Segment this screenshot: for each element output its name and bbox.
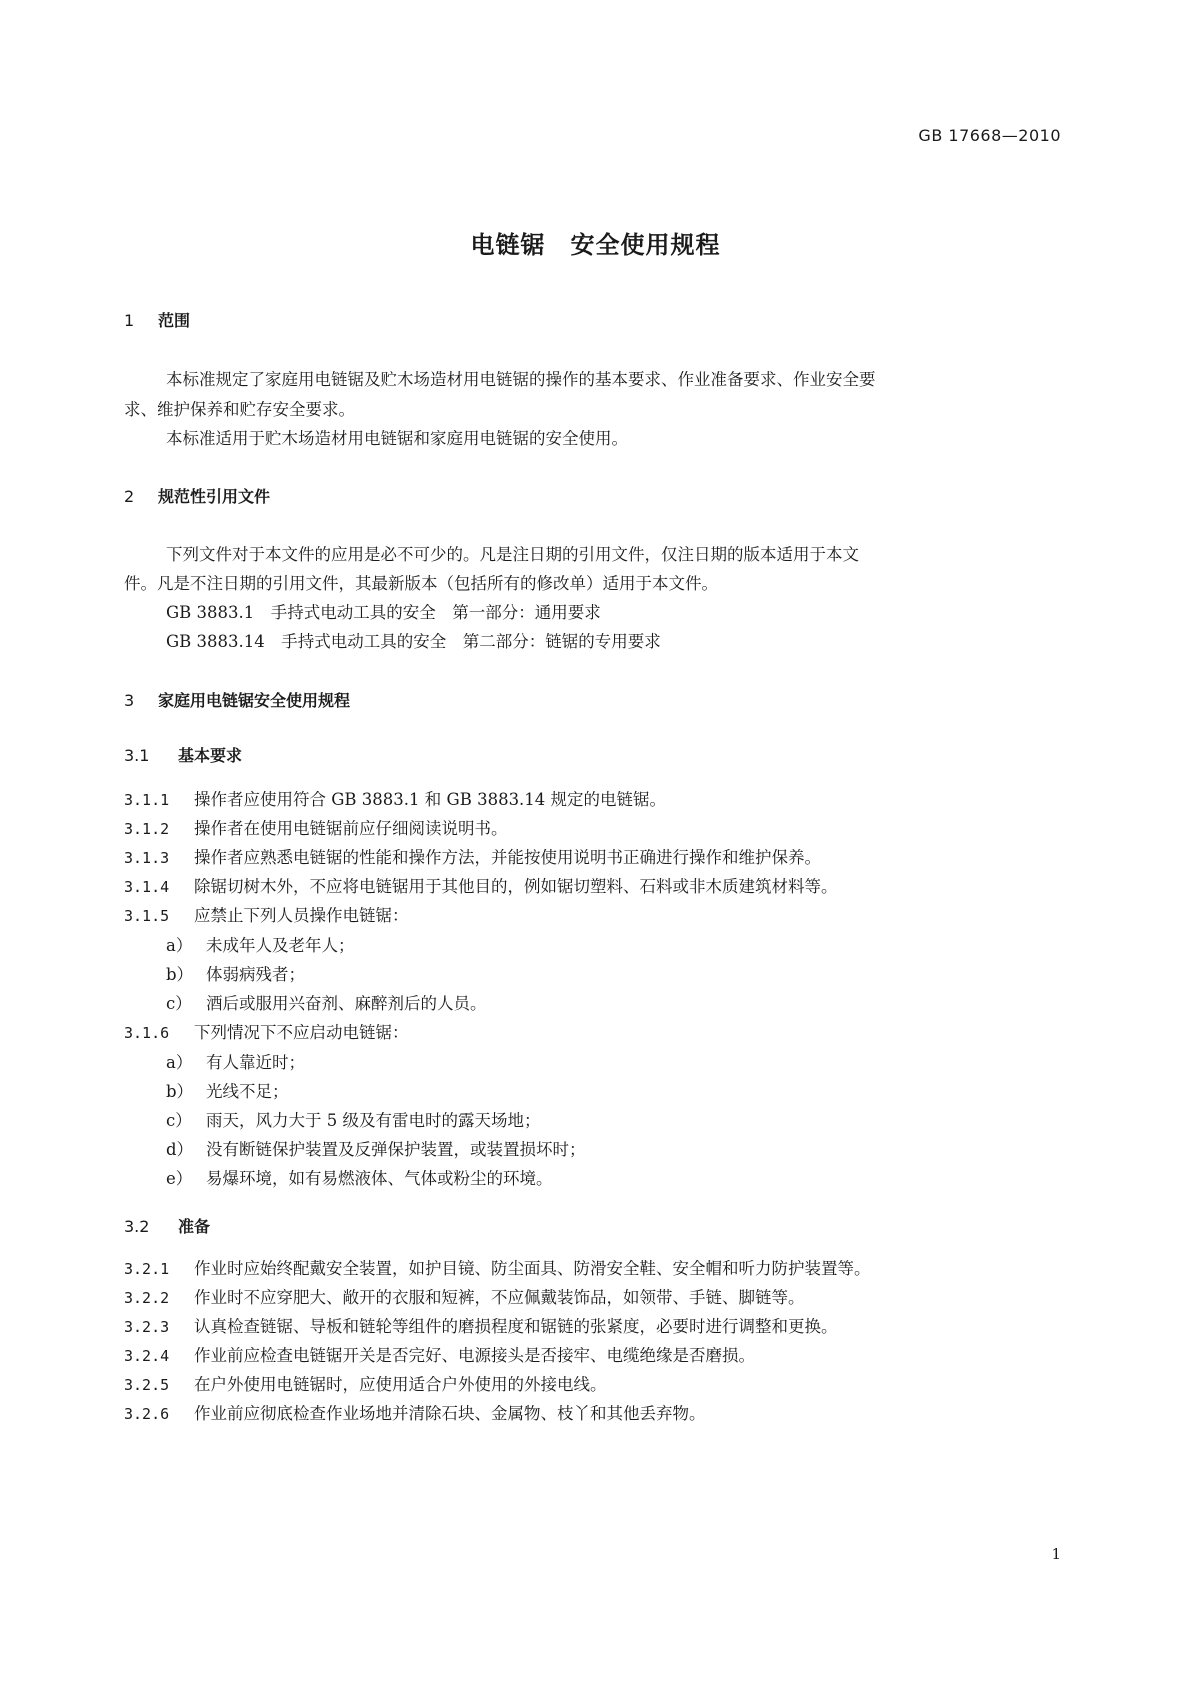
clause-text: 作业时应始终配戴安全装置，如护目镜、防尘面具、防滑安全鞋、安全帽和听力防护装置等。 [194,1259,871,1278]
subsection-title: 基本要求 [178,746,243,765]
section-2-heading [124,484,270,507]
clause-text: 操作者应使用符合 GB 3883.1 和 GB 3883.14 规定的电链锯。 [194,790,667,809]
clause [124,1019,409,1043]
clause [124,1255,871,1279]
list-item-text: 有人靠近时； [206,1053,305,1072]
clause-text: 除锯切树木外，不应将电链锯用于其他目的，例如锯切塑料、石料或非木质建筑材料等。 [194,877,838,896]
list-item [166,1078,289,1102]
paragraph-line: 下列文件对于本文件的应用是必不可少的。凡是注日期的引用文件，仅注日期的版本适用于本文 [166,545,859,564]
section-number: 2 [124,487,135,506]
paragraph-line: 件。凡是不注日期的引用文件，其最新版本（包括所有的修改单）适用于本文件。 [124,574,718,593]
list-item [166,961,305,985]
list-marker: a） [166,936,193,955]
list-marker: c） [166,1111,192,1130]
document-title: 电链锯 安全使用规程 [470,231,721,259]
list-marker: a） [166,1053,193,1072]
list-item [166,1165,553,1189]
clause-text: 操作者应熟悉电链锯的性能和操作方法，并能按使用说明书正确进行操作和维护保养。 [194,848,821,867]
clause [124,1313,838,1337]
paragraph-line: 求、维护保养和贮存安全要求。 [124,400,355,419]
clause-number: 3.2.4 [124,1347,170,1365]
list-item-text: 易爆环境，如有易燃液体、气体或粉尘的环境。 [206,1169,553,1188]
subsection-number: 3.1 [124,746,150,765]
list-marker: d） [166,1140,194,1159]
list-item [166,932,355,956]
list-item-text: 没有断链保护装置及反弹保护装置，或装置损坏时； [206,1140,586,1159]
clause-number: 3.1.6 [124,1024,170,1042]
list-item-text: 体弱病残者； [206,965,305,984]
section-number: 3 [124,691,135,710]
standard-code: GB 17668—2010 [918,126,1061,145]
normative-reference: GB 3883.14 手持式电动工具的安全 第二部分：链锯的专用要求 [166,632,661,651]
clause-text: 作业前应彻底检查作业场地并清除石块、金属物、枝丫和其他丢弃物。 [194,1404,706,1423]
section-number: 1 [124,311,135,330]
clause-number: 3.2.6 [124,1405,170,1423]
clause [124,873,838,897]
clause-text: 认真检查链锯、导板和链轮等组件的磨损程度和锯链的张紧度，必要时进行调整和更换。 [194,1317,838,1336]
list-item-text: 未成年人及老年人； [206,936,355,955]
clause [124,902,409,926]
clause [124,1371,607,1395]
normative-reference: GB 3883.1 手持式电动工具的安全 第一部分：通用要求 [166,603,601,622]
clause-number: 3.1.3 [124,849,170,867]
list-item [166,1136,586,1160]
section-title: 范围 [158,311,191,330]
clause [124,786,666,810]
clause-number: 3.1.1 [124,791,170,809]
list-item-text: 雨天，风力大于 5 级及有雷电时的露天场地； [206,1111,541,1130]
list-item-text: 光线不足； [206,1082,289,1101]
section-title: 家庭用电链锯安全使用规程 [158,691,351,710]
paragraph-line: 本标准适用于贮木场造材用电链锯和家庭用电链锯的安全使用。 [166,429,628,448]
subsection-3-2-heading [124,1214,210,1237]
clause-number: 3.2.5 [124,1376,170,1394]
clause [124,844,821,868]
clause [124,1342,755,1366]
clause-text: 操作者在使用电链锯前应仔细阅读说明书。 [194,819,508,838]
clause [124,1400,706,1424]
section-title: 规范性引用文件 [158,487,271,506]
list-item [166,1107,541,1131]
section-3-heading [124,688,350,711]
list-item [166,1049,305,1073]
clause-text: 下列情况下不应启动电链锯： [194,1023,409,1042]
list-item [166,990,487,1014]
paragraph-line: 本标准规定了家庭用电链锯及贮木场造材用电链锯的操作的基本要求、作业准备要求、作业安全要 [166,370,876,389]
list-item-text: 酒后或服用兴奋剂、麻醉剂后的人员。 [206,994,487,1013]
clause-text: 作业前应检查电链锯开关是否完好、电源接头是否接牢、电缆绝缘是否磨损。 [194,1346,755,1365]
clause-number: 3.2.3 [124,1318,170,1336]
list-marker: e） [166,1169,193,1188]
list-marker: b） [166,965,194,984]
subsection-title: 准备 [178,1217,211,1236]
list-marker: c） [166,994,192,1013]
clause [124,815,508,839]
clause-number: 3.2.2 [124,1289,170,1307]
clause [124,1284,805,1308]
clause-number: 3.2.1 [124,1260,170,1278]
clause-number: 3.1.4 [124,878,170,896]
clause-number: 3.1.5 [124,907,170,925]
clause-text: 作业时不应穿肥大、敞开的衣服和短裤，不应佩戴装饰品，如领带、手链、脚链等。 [194,1288,805,1307]
subsection-number: 3.2 [124,1217,150,1236]
clause-text: 应禁止下列人员操作电链锯： [194,906,409,925]
page-number: 1 [1051,1545,1061,1563]
clause-text: 在户外使用电链锯时，应使用适合户外使用的外接电线。 [194,1375,607,1394]
section-1-heading [124,308,190,331]
list-marker: b） [166,1082,194,1101]
clause-number: 3.1.2 [124,820,170,838]
subsection-3-1-heading [124,743,242,766]
